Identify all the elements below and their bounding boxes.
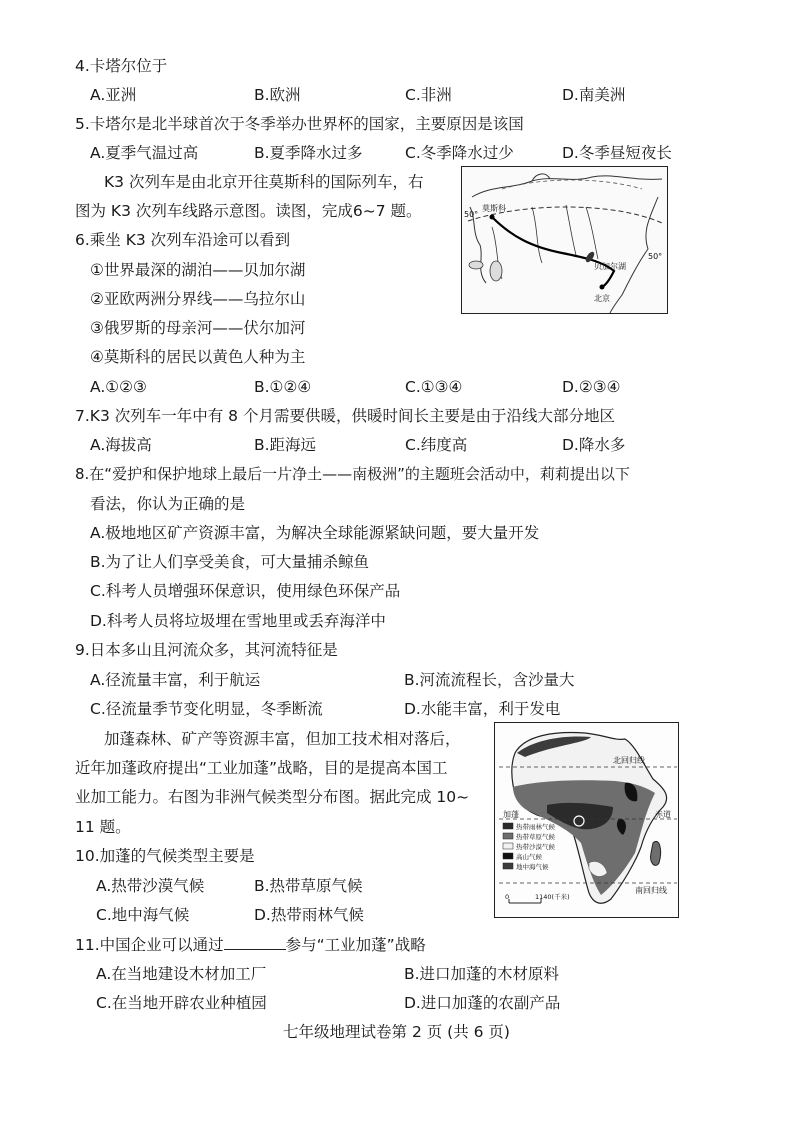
question-5-stem: 5.卡塔尔是北半球首次于冬季举办世界杯的国家，主要原因是该国 [75, 115, 524, 133]
page-footer: 七年级地理试卷第 2 页 (共 6 页) [283, 1023, 510, 1041]
legend-mediterranean: 地中海气候 [516, 863, 549, 871]
scale-label: 1140(千米) [535, 893, 570, 901]
question-10-option-b[interactable]: B.热带草原气候 [254, 877, 363, 895]
question-5-option-d[interactable]: D.冬季昼短夜长 [562, 144, 672, 162]
question-6-stem: 6.乘坐 K3 次列车沿途可以看到 [75, 231, 291, 249]
legend-desert: 热带沙漠气候 [516, 843, 555, 851]
question-7-option-d[interactable]: D.降水多 [562, 436, 626, 454]
k3-route-map-figure [462, 167, 667, 313]
question-11-stem [75, 935, 426, 955]
question-7-option-a[interactable]: A.海拔高 [90, 436, 152, 454]
legend-rainforest: 热带雨林气候 [516, 823, 555, 831]
question-4-stem: 4.卡塔尔位于 [75, 57, 168, 75]
map-lat-left: 50° [464, 210, 479, 219]
question-6-item-3: ③俄罗斯的母亲河——伏尔加河 [90, 319, 306, 337]
k3-route-map [461, 166, 668, 314]
question-5-option-a[interactable]: A.夏季气温过高 [90, 144, 199, 162]
map-gabon-label: 加蓬 [503, 810, 519, 819]
question-9-option-a[interactable]: A.径流量丰富，利于航运 [90, 671, 261, 689]
legend-savanna: 热带草原气候 [516, 833, 555, 841]
question-11-blank[interactable] [224, 935, 286, 950]
question-8-option-a[interactable]: A.极地地区矿产资源丰富，为解决全球能源紧缺问题，要大量开发 [90, 524, 540, 542]
map-lat-right: 50° [648, 252, 663, 261]
question-11-option-a[interactable]: A.在当地建设木材加工厂 [96, 965, 267, 983]
question-10-stem: 10.加蓬的气候类型主要是 [75, 847, 255, 865]
question-6-option-a[interactable]: A.①②③ [90, 378, 147, 396]
gabon-intro-line-4: 11 题。 [75, 818, 131, 836]
question-10-option-c[interactable]: C.地中海气候 [96, 906, 190, 924]
africa-climate-map [494, 722, 679, 918]
question-8-option-c[interactable]: C.科考人员增强环保意识，使用绿色环保产品 [90, 582, 401, 600]
scale-zero: 0 [505, 893, 510, 901]
question-10-option-a[interactable]: A.热带沙漠气候 [96, 877, 205, 895]
question-6-option-c[interactable]: C.①③④ [405, 378, 463, 396]
gabon-intro-line-1: 加蓬森林、矿产等资源丰富，但加工技术相对落后， [104, 730, 461, 748]
question-8-option-b[interactable]: B.为了让人们享受美食，可大量捕杀鲸鱼 [90, 553, 370, 571]
map-moscow-label: 莫斯科 [482, 204, 506, 213]
question-9-option-d[interactable]: D.水能丰富，利于发电 [404, 700, 561, 718]
map-beijing-label: 北京 [594, 294, 610, 303]
africa-map-legend [503, 822, 556, 871]
gabon-intro-line-3: 业加工能力。右图为非洲气候类型分布图。据此完成 10~ [75, 788, 470, 806]
k3-intro-line-2: 图为 K3 次列车线路示意图。读图，完成6~7 题。 [75, 202, 422, 220]
gabon-intro-line-2: 近年加蓬政府提出“工业加蓬”战略，目的是提高本国工 [75, 759, 448, 777]
question-11-option-c[interactable]: C.在当地开辟农业种植园 [96, 994, 267, 1012]
question-11-option-b[interactable]: B.进口加蓬的木材原料 [404, 965, 560, 983]
question-4-option-b[interactable]: B.欧洲 [254, 86, 301, 104]
question-8-stem-line-2: 看法，你认为正确的是 [90, 495, 246, 513]
question-4-option-c[interactable]: C.非洲 [405, 86, 452, 104]
question-11-stem-after: 参与“工业加蓬”战略 [285, 936, 426, 954]
question-7-stem: 7.K3 次列车一年中有 8 个月需要供暖，供暖时间长主要是由于沿线大部分地区 [75, 407, 615, 425]
africa-map-scale-bar [505, 892, 570, 903]
question-6-option-b[interactable]: B.①②④ [254, 378, 312, 396]
question-11-stem-before: 11.中国企业可以通过 [75, 936, 224, 954]
question-9-option-c[interactable]: C.径流量季节变化明显，冬季断流 [90, 700, 323, 718]
question-6-option-d[interactable]: D.②③④ [562, 378, 621, 396]
question-4-option-d[interactable]: D.南美洲 [562, 86, 626, 104]
map-baikal-label: 贝加尔湖 [594, 262, 626, 271]
map-tropic-south-label: 南回归线 [635, 886, 667, 895]
question-9-option-b[interactable]: B.河流流程长，含沙量大 [404, 671, 575, 689]
question-8-option-d[interactable]: D.科考人员将垃圾埋在雪地里或丢弃海洋中 [90, 612, 386, 630]
question-5-option-c[interactable]: C.冬季降水过少 [405, 144, 514, 162]
question-11-option-d[interactable]: D.进口加蓬的农副产品 [404, 994, 561, 1012]
legend-highland: 高山气候 [516, 853, 542, 861]
question-6-item-4: ④莫斯科的居民以黄色人种为主 [90, 348, 306, 366]
question-6-item-1: ①世界最深的湖泊——贝加尔湖 [90, 261, 306, 279]
k3-intro-line-1: K3 次列车是由北京开往莫斯科的国际列车，右 [104, 173, 424, 191]
question-6-item-2: ②亚欧两洲分界线——乌拉尔山 [90, 290, 306, 308]
question-7-option-b[interactable]: B.距海远 [254, 436, 317, 454]
question-5-option-b[interactable]: B.夏季降水过多 [254, 144, 363, 162]
question-10-option-d[interactable]: D.热带雨林气候 [254, 906, 364, 924]
map-tropic-north-label: 北回归线 [613, 756, 645, 765]
question-4-option-a[interactable]: A.亚洲 [90, 86, 137, 104]
question-7-option-c[interactable]: C.纬度高 [405, 436, 468, 454]
africa-climate-map-figure [495, 723, 678, 917]
question-8-stem-line-1: 8.在“爱护和保护地球上最后一片净土——南极洲”的主题班会活动中，莉莉提出以下 [75, 465, 630, 483]
map-equator-label: 赤道 [655, 810, 671, 819]
question-9-stem: 9.日本多山且河流众多，其河流特征是 [75, 641, 338, 659]
